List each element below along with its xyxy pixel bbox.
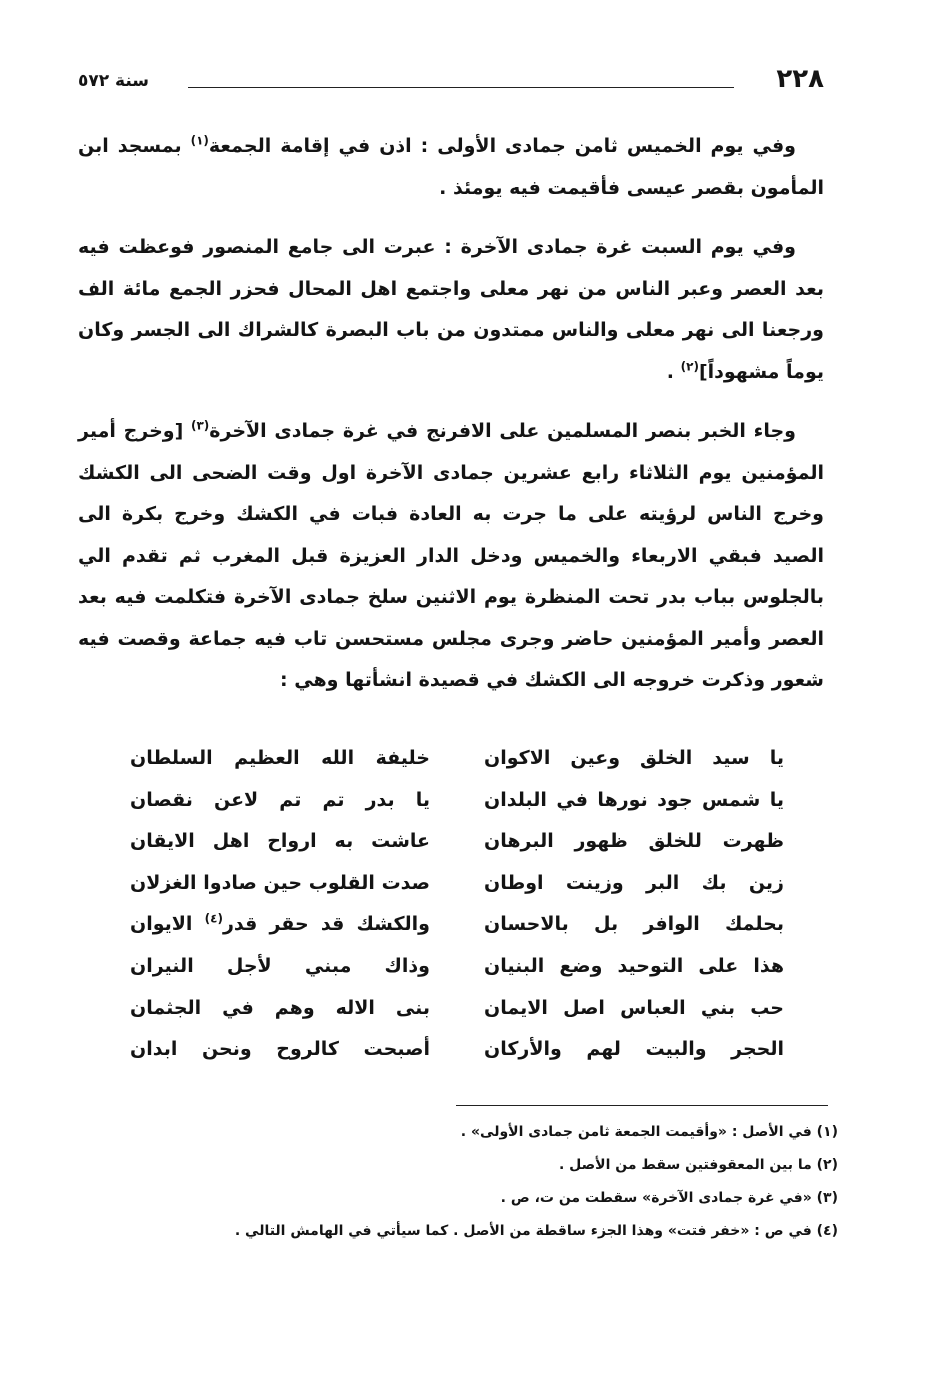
poem-verse [130, 780, 784, 822]
footnote-1: (١) في الأصل : «وأقيمت الجمعة ثامن جمادى الأولى» . [460, 1124, 838, 1140]
poem-first-hemistich: يا شمس جود نورها في البلدان [484, 788, 784, 811]
poem [130, 738, 784, 1071]
poem-second-hemistich: بنى الاله وهم في الجثمان [130, 996, 430, 1019]
footnote-marker-4: (٤) [204, 912, 223, 927]
poem-first-hemistich: هذا على التوحيد وضع البنيان [484, 954, 784, 977]
poem-verse [130, 946, 784, 988]
poem-first-hemistich: زين بك البر وزينت اوطان [484, 871, 784, 894]
poem-first-hemistich: حب بني العباس اصل الايمان [484, 996, 784, 1019]
paragraph-text: وجاء الخبر بنصر المسلمين على الافرنج في غرة جمادى الآخرة [209, 420, 796, 442]
poem-second-hemistich: خليفة الله العظيم السلطان [130, 747, 430, 769]
paragraph-text: . [666, 360, 681, 383]
footnote-marker-1: (١) [190, 133, 209, 148]
footnotes [98, 1116, 838, 1248]
paragraph-text: [وخرج أمير المؤمنين يوم الثلاثاء رابع عشرين جمادى الآخرة اول وقت الضحى الى الكشك وخرج الناس لرؤيته على ما جرت به العادة فبات في الكشك وخرج بكرة الى الصيد فبقي الاربعاء والخميس ودخل الدار العزيزة قبل المغرب ثم تقدم الي بالجلوس بباب بدر تحت المنظرة يوم الاثنين سلخ جمادى الآخرة فتكلمت فيه بعد العصر وأمير المؤمنين حاضر وجرى مجلس مستحسن تاب فيه جماعة وقصت فيه شعور وذكرت خروجه الى الكشك في قصيدة انشأتها وهي : [78, 420, 824, 691]
poem-first-hemistich: يا سيد الخلق وعين الاكوان [484, 747, 784, 769]
poem-second-hemistich: وذاك مبني لأجل النيران [130, 954, 430, 977]
body-text [78, 126, 824, 702]
footnote-2: (٢) ما بين المعقوفتين سقط من الأصل . [558, 1157, 838, 1173]
page-header [78, 62, 824, 96]
paragraph-text: بمسجد ابن المأمون بقصر عيسى فأقيمت فيه يومئذ . [78, 135, 824, 199]
poem-verse [130, 863, 784, 905]
poem-first-hemistich: الحجر والبيت لهم والأركان [484, 1038, 784, 1061]
poem-second-hemistich [130, 904, 430, 946]
paragraph-1 [78, 126, 824, 209]
footnote-4: (٤) في ص : «خفر فتت» وهذا الجزء ساقطة من الأصل . كما سيأتي في الهامش التالي . [234, 1223, 838, 1239]
paragraph-text: وفي يوم السبت غرة جمادى الآخرة : عبرت الى جامع المنصور فوعظت فيه بعد العصر وعبر الناس من نهر معلى واجتمع اهل المحال فحزر الجمع مائة الف ورجعنا الى نهر معلى والناس ممتدون من باب البصرة كالشراك الى الجسر وكان يوماً مشهوداً] [78, 236, 824, 383]
poem-first-hemistich: ظهرت للخلق ظهور البرهان [484, 830, 784, 853]
poem-verse [130, 904, 784, 946]
poem-second-hemistich: يا بدر تم تم لاعن نقصان [130, 788, 430, 811]
poem-verse [130, 821, 784, 863]
page-number: ٢٢٨ [776, 64, 824, 94]
footnote-separator [456, 1105, 828, 1106]
paragraph-2 [78, 227, 824, 393]
header-rule [188, 87, 734, 88]
paragraph-text: وفي يوم الخميس ثامن جمادى الأولى : اذن في إقامة الجمعة [208, 135, 796, 157]
poem-verse [130, 988, 784, 1030]
hemistich-text: والكشك قد حقر قدر [222, 913, 430, 936]
poem-second-hemistich: أصبحت كالروح ونحن ابدان [130, 1038, 430, 1061]
footnote-marker-2: (٢) [680, 359, 699, 374]
poem-verse [130, 738, 784, 780]
running-head-year: سنة ٥٧٢ [78, 71, 150, 91]
footnote-marker-3: (٣) [190, 418, 210, 433]
hemistich-text: الايوان [130, 913, 205, 936]
poem-first-hemistich: بحلمك الوافر بل بالاحسان [484, 913, 784, 936]
footnote-3: (٣) «في غرة جمادى الآخرة» سقطت من ت، ص . [500, 1190, 838, 1206]
poem-verse [130, 1029, 784, 1071]
poem-second-hemistich: صدت القلوب حين صادوا الغزلان [130, 871, 430, 894]
poem-second-hemistich: عاشت به ارواح اهل الايقان [130, 830, 430, 853]
paragraph-3 [78, 411, 824, 702]
